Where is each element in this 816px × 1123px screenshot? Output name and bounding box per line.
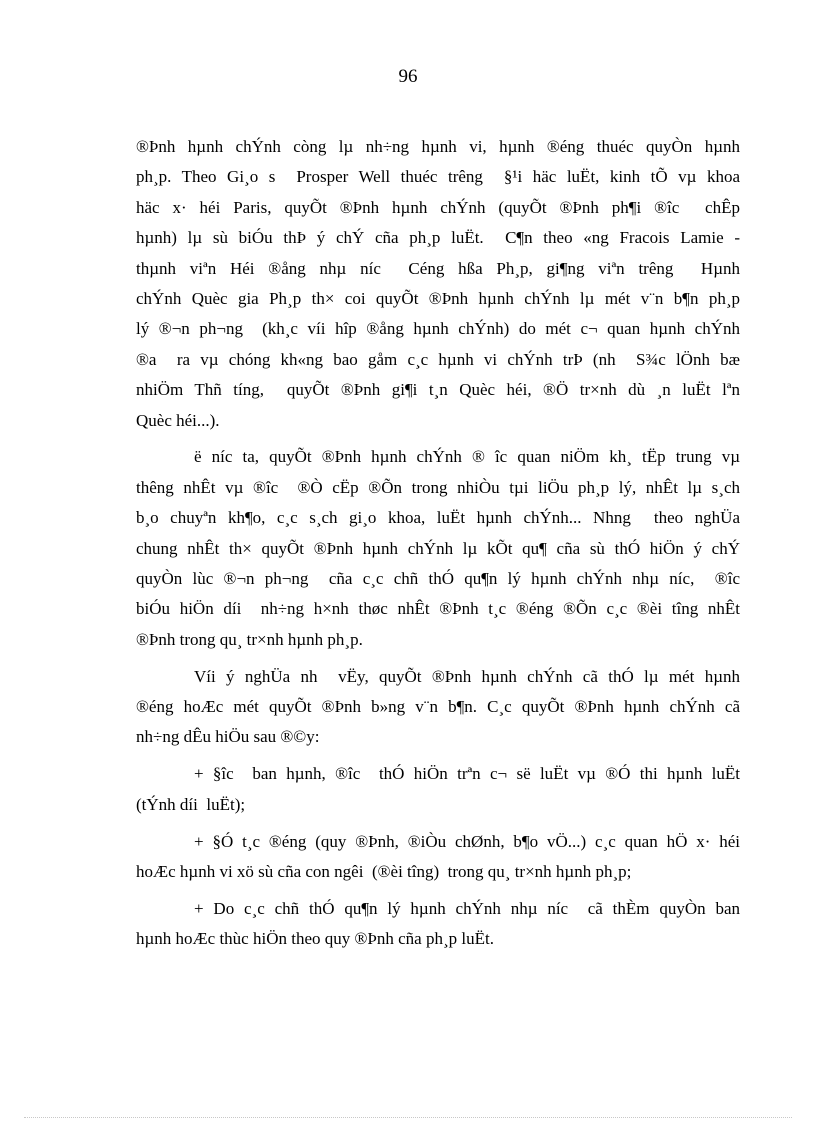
text-line: b¸o chuyªn kh¶o, c¸c s¸ch gi¸o khoa, luËt hµnh chÝnh... Nhng theo nghÜa xyxy=(136,508,740,528)
text-line: hµnh hoÆc thùc hiÖn theo quy ®Þnh cña ph¸p luËt. xyxy=(136,929,494,949)
text-line: chÝnh Quèc gia Ph¸p th× coi quyÕt ®Þnh hµnh chÝnh lµ mét v¨n b¶n ph¸p xyxy=(136,288,740,308)
text-line: thµnh viªn Héi ®ång nhµ níc Céng hßa Ph¸p, gi¶ng viªn trêng Hµnh xyxy=(136,258,740,278)
text-line: (tÝnh díi luËt); xyxy=(136,794,246,814)
text-line: ®Þnh hµnh chÝnh còng lµ nh÷ng hµnh vi, hµnh ®éng thuéc quyÒn hµnh xyxy=(136,137,740,156)
text-line: hµnh) lµ sù biÓu thÞ ý chÝ cña ph¸p luËt. C¶n theo «ng Fracois Lamie - xyxy=(136,228,740,248)
text-line: hoÆc hµnh vi xö sù cña con ngêi (®èi tîng) trong qu¸ tr×nh hµnh ph¸p; xyxy=(136,861,632,881)
text-line: häc x· héi Paris, quyÕt ®Þnh hµnh chÝnh (quyÕt ®Þnh ph¶i ®îc chÊp xyxy=(136,197,740,217)
paragraph xyxy=(136,442,740,655)
text-line: chung nhÊt th× quyÕt ®Þnh hµnh chÝnh lµ kÕt qu¶ cña sù thÓ hiÖn ý chÝ xyxy=(136,538,740,558)
paragraph xyxy=(136,132,740,436)
text-line: + §îc ban hµnh, ®îc thÓ hiÖn trªn c¬ së luËt vµ ®Ó thi hµnh luËt xyxy=(194,764,740,784)
text-line: nhiÖm Thñ tíng, quyÕt ®Þnh gi¶i t¸n Quèc héi, ®Ö tr×nh dù ¸n luËt lªn xyxy=(136,380,740,400)
paragraph xyxy=(136,759,740,820)
paragraph xyxy=(136,827,740,888)
text-line: ®Þnh trong qu¸ tr×nh hµnh ph¸p. xyxy=(136,629,363,649)
page-number: 96 xyxy=(398,66,418,87)
bottom-divider xyxy=(24,1117,792,1118)
text-line: Víi ý nghÜa nh vËy, quyÕt ®Þnh hµnh chÝnh cã thÓ lµ mét hµnh xyxy=(194,666,740,686)
text-line: lý ®¬n ph¬ng (kh¸c víi hîp ®ång hµnh chÝnh) do mét c¬ quan hµnh chÝnh xyxy=(136,319,740,339)
paragraph xyxy=(136,894,740,955)
text-line: ph¸p. Theo Gi¸o s Prosper Well thuéc trêng §¹i häc luËt, kinh tÕ vµ khoa xyxy=(136,167,740,187)
text-line: ë níc ta, quyÕt ®Þnh hµnh chÝnh ® îc quan niÖm kh¸ tËp trung vµ xyxy=(194,447,740,467)
text-line: + §Ó t¸c ®éng (quy ®Þnh, ®iÒu chØnh, b¶o vÖ...) c¸c quan hÖ x· héi xyxy=(194,831,740,851)
text-line: nh÷ng dÊu hiÖu sau ®©y: xyxy=(136,727,320,747)
text-line: + Do c¸c chñ thÓ qu¶n lý hµnh chÝnh nhµ níc cã thÈm quyÒn ban xyxy=(194,898,740,918)
text-line: ®éng hoÆc mét quyÕt ®Þnh b»ng v¨n b¶n. C¸c quyÕt ®Þnh hµnh chÝnh cã xyxy=(136,697,740,717)
text-line: thêng nhÊt vµ ®îc ®Ò cËp ®Õn trong nhiÒu tµi liÖu ph¸p lý, nhÊt lµ s¸ch xyxy=(136,477,740,497)
text-line: ®a ra vµ chóng kh«ng bao gåm c¸c hµnh vi chÝnh trÞ (nh S¾c lÖnh bæ xyxy=(136,349,740,369)
body-text xyxy=(136,132,740,955)
text-line: biÓu hiÖn díi nh÷ng h×nh thøc nhÊt ®Þnh t¸c ®éng ®Õn c¸c ®èi tîng nhÊt xyxy=(136,599,740,619)
text-line: Quèc héi...). xyxy=(136,410,220,430)
paragraph xyxy=(136,662,740,753)
text-line: quyÒn lùc ®¬n ph¬ng cña c¸c chñ thÓ qu¶n lý hµnh chÝnh nhµ níc, ®îc xyxy=(136,568,740,588)
